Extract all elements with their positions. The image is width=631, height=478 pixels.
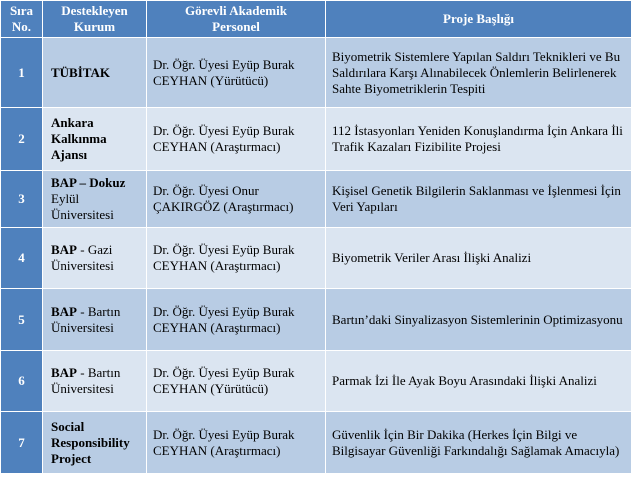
table-row <box>1 38 631 108</box>
personel-cell: Dr. Öğr. Üyesi Eyüp Burak CEYHAN (Araştırmacı) <box>147 412 326 474</box>
kurum-cell <box>43 351 147 412</box>
kurum-name: BAP <box>51 303 77 319</box>
kurum-name: BAP – Dokuz <box>51 175 126 190</box>
personel-cell: Dr. Öğr. Üyesi Eyüp Burak CEYHAN (Araştırmacı) <box>147 289 326 351</box>
kurum-detail: Eylül Üniversitesi <box>51 191 114 222</box>
kurum-name: Ankara Kalkınma Ajansı <box>51 115 107 162</box>
header-no-label: No. <box>11 19 32 34</box>
kurum-detail: - Bartın Üniversitesi <box>51 303 121 335</box>
kurum-cell <box>43 171 147 228</box>
table-row <box>1 289 631 351</box>
header-personel <box>147 1 326 38</box>
proje-cell: Parmak İzi İle Ayak Boyu Arasındaki İlişki Analizi <box>326 351 631 412</box>
header-sira-label: Sıra <box>9 3 34 18</box>
header-personel-label-1: Görevli Akademik <box>185 3 287 18</box>
personel-cell: Dr. Öğr. Üyesi Eyüp Burak CEYHAN (Yürütücü) <box>147 38 326 108</box>
row-number: 5 <box>1 289 43 351</box>
kurum-name: TÜBİTAK <box>51 64 110 80</box>
proje-cell: Güvenlik İçin Bir Dakika (Herkes İçin Bilgi ve Bilgisayar Güvenliği Farkındalığı Sağlamak Amacıyla) <box>326 412 631 474</box>
proje-cell: Biyometrik Sistemlere Yapılan Saldırı Teknikleri ve Bu Saldırılara Karşı Alınabilecek Önlemlerin Belirlenerek Sahte Biyometriklerin Tespiti <box>326 38 631 108</box>
row-number: 4 <box>1 228 43 289</box>
header-personel-label-2: Personel <box>212 19 260 34</box>
proje-cell: Biyometrik Veriler Arası İlişki Analizi <box>326 228 631 289</box>
kurum-detail: - Gazi Üniversitesi <box>51 242 114 273</box>
proje-cell: Bartın’daki Sinyalizasyon Sistemlerinin Optimizasyonu <box>326 289 631 351</box>
personel-cell: Dr. Öğr. Üyesi Eyüp Burak CEYHAN (Araştırmacı) <box>147 108 326 171</box>
table-row <box>1 171 631 228</box>
kurum-name: BAP <box>51 365 77 380</box>
header-kurum-label-1: Destekleyen <box>61 3 128 18</box>
row-number: 6 <box>1 351 43 412</box>
header-proje: Proje Başlığı <box>326 1 631 38</box>
kurum-cell <box>43 108 147 171</box>
personel-cell: Dr. Öğr. Üyesi Eyüp Burak CEYHAN (Yürütücü) <box>147 351 326 412</box>
kurum-name: BAP <box>51 242 77 257</box>
table-header-row <box>1 1 631 38</box>
proje-cell: Kişisel Genetik Bilgilerin Saklanması ve İşlenmesi İçin Veri Yapıları <box>326 171 631 228</box>
header-sira-no <box>1 1 43 38</box>
personel-cell: Dr. Öğr. Üyesi Onur ÇAKIRGÖZ (Araştırmacı) <box>147 171 326 228</box>
table-row <box>1 228 631 289</box>
kurum-cell <box>43 412 147 474</box>
kurum-cell <box>43 228 147 289</box>
table-row <box>1 108 631 171</box>
kurum-detail: - Bartın Üniversitesi <box>51 365 121 396</box>
header-kurum <box>43 1 147 38</box>
personel-cell: Dr. Öğr. Üyesi Eyüp Burak CEYHAN (Araştırmacı) <box>147 228 326 289</box>
table-row <box>1 412 631 474</box>
row-number: 1 <box>1 38 43 108</box>
kurum-cell <box>43 289 147 351</box>
row-number: 7 <box>1 412 43 474</box>
row-number: 3 <box>1 171 43 228</box>
row-number: 2 <box>1 108 43 171</box>
kurum-name: Social Responsibility Project <box>51 418 130 466</box>
header-kurum-label-2: Kurum <box>73 19 116 34</box>
kurum-cell <box>43 38 147 108</box>
table-row <box>1 351 631 412</box>
table-body <box>1 38 631 474</box>
proje-cell: 112 İstasyonları Yeniden Konuşlandırma İçin Ankara İli Trafik Kazaları Fizibilite Projesi <box>326 108 631 171</box>
